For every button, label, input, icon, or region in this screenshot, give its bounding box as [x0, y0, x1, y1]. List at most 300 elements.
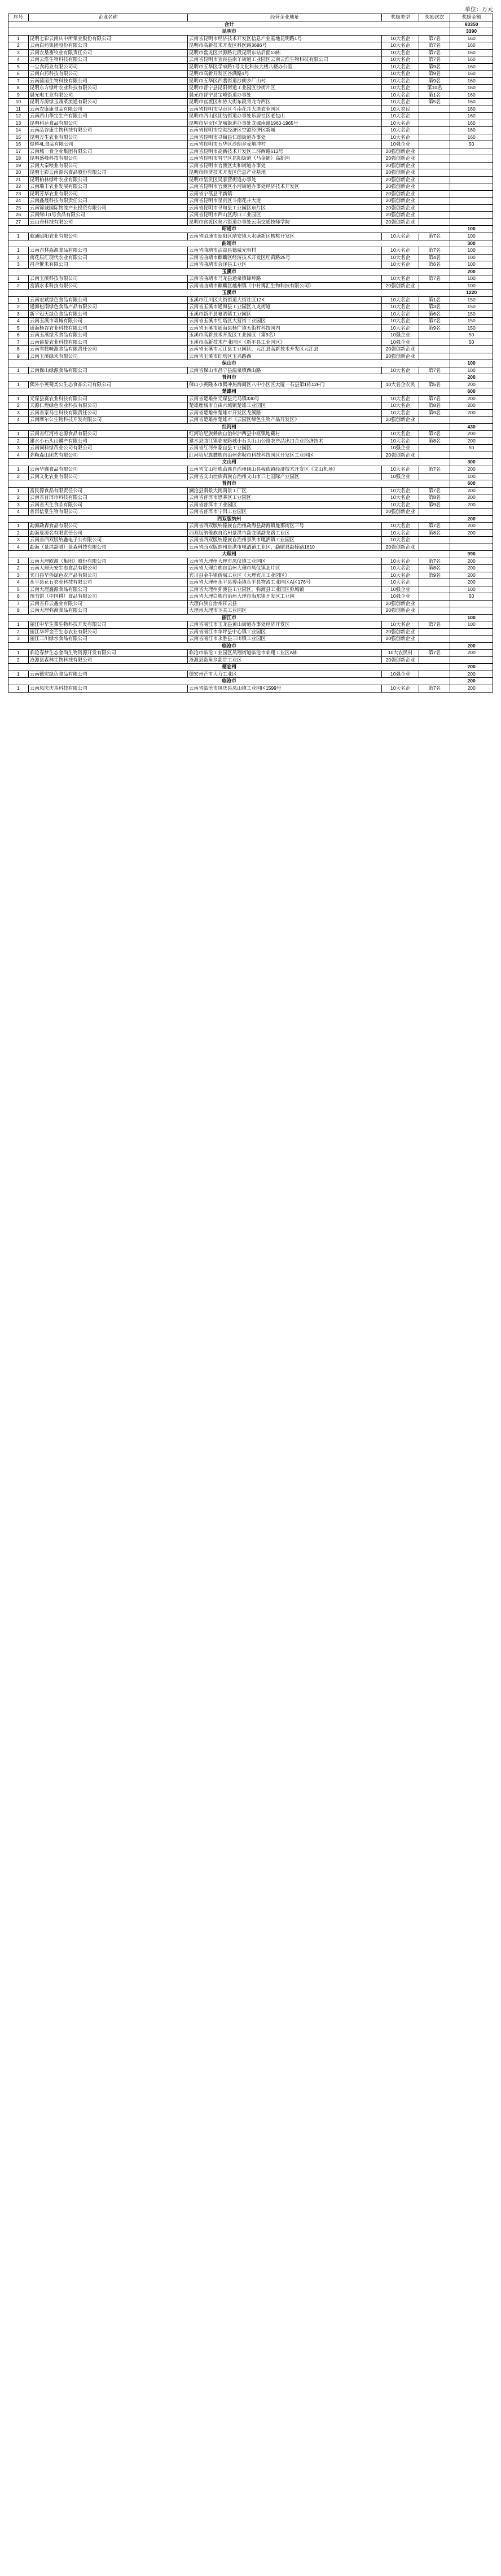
table-row: [8, 650, 493, 657]
region-row: [8, 268, 493, 275]
row-index: 14: [8, 127, 29, 134]
row-award-times: [419, 339, 450, 346]
row-award-amount: [450, 544, 493, 551]
row-award-times: [419, 332, 450, 339]
row-award-amount: 200: [450, 671, 493, 678]
row-company-name: 云南玉溪绿禾食品有限公司: [28, 332, 187, 339]
row-company-name: 勐海（景洪勐腊）景森科技有限公司: [28, 544, 187, 551]
table-row: [8, 63, 493, 71]
row-company-address: 云南省丽江市华坪县中心镇工业园区: [187, 628, 381, 636]
table-row: [8, 332, 493, 339]
row-award-type: 10强企业: [382, 473, 419, 480]
row-award-amount: 200: [450, 437, 493, 445]
row-index: 24: [8, 198, 29, 205]
row-award-type: 10大名企: [382, 402, 419, 410]
row-award-type: 20强创新企业: [382, 509, 419, 516]
table-row: [8, 572, 493, 579]
row-award-times: [419, 353, 450, 360]
row-company-name: 云南酱帮农业科技有限公司: [28, 339, 187, 346]
region-name: 昭通市: [8, 226, 450, 233]
row-index: 5: [8, 325, 29, 332]
row-index: 2: [8, 473, 29, 480]
row-index: 1: [8, 685, 29, 692]
row-award-amount: 200: [450, 395, 493, 402]
table-row: [8, 296, 493, 304]
table-row: [8, 275, 493, 283]
row-award-type: 10大名企: [382, 233, 419, 240]
row-award-type: 10强企业: [382, 586, 419, 593]
row-company-address: 云南省昭通市昭阳区靖安镇大水塘新区核桃开发区: [187, 233, 381, 240]
row-award-amount: [450, 509, 493, 516]
row-award-times: [419, 656, 450, 664]
row-company-name: 云南玉溪市森城有限公司: [28, 318, 187, 325]
region-row: [8, 480, 493, 488]
region-name: 文山州: [8, 459, 450, 466]
row-company-address: 晨光市晋宁县宝峰街道办事处: [187, 91, 381, 99]
row-award-amount: 100: [450, 233, 493, 240]
row-company-address: 云南省红河州蒙自县工业园区: [187, 445, 381, 452]
row-award-amount: 150: [450, 304, 493, 311]
table-row: [8, 233, 493, 240]
row-company-address: 云南省大理州弥渡县工业园区，弥渡县工业园区弥城镇: [187, 586, 381, 593]
row-index: 1: [8, 296, 29, 304]
table-body: [8, 21, 493, 692]
row-company-name: 云南华鑫食品有限公司: [28, 466, 187, 474]
row-award-type: 10大名企: [382, 113, 419, 120]
row-award-type: 10大名企: [382, 318, 419, 325]
row-award-amount: 200: [450, 402, 493, 410]
row-company-address: 昆明市官渡区和协大街东段青龙寺西区: [187, 99, 381, 106]
row-company-address: 云南省西双版纳傣族自治州勐海县勐海镇曼那街区三号: [187, 523, 381, 530]
row-award-amount: 160: [450, 120, 493, 127]
row-award-type: 20强创新企业: [382, 282, 419, 290]
row-company-name: 云南瑞丰农业发展有限公司: [28, 183, 187, 191]
row-index: 2: [8, 656, 29, 664]
row-award-type: 10大名企: [382, 494, 419, 502]
row-index: 11: [8, 106, 29, 113]
row-index: 7: [8, 339, 29, 346]
row-index: 5: [8, 586, 29, 593]
region-row: [8, 290, 493, 297]
table-row: [8, 367, 493, 374]
region-row: [8, 551, 493, 558]
row-award-amount: 160: [450, 99, 493, 106]
row-company-address: 云南省昆明市官渡区小河街道办事处经济技术开发区: [187, 183, 381, 191]
row-index: 13: [8, 120, 29, 127]
table-row: [8, 35, 493, 42]
row-index: 3: [8, 445, 29, 452]
row-company-name: 云南大秦粮业有限公司: [28, 162, 187, 169]
row-award-type: 20强创新企业: [382, 204, 419, 212]
row-index: 2: [8, 437, 29, 445]
row-award-times: [419, 509, 450, 516]
row-award-type: 10强企业: [382, 339, 419, 346]
total-row: [8, 21, 493, 28]
row-company-name: 丽江中华生菜生物科技开发有限公司: [28, 621, 187, 629]
row-award-type: 10强企业: [382, 332, 419, 339]
row-award-type: 10大名企农民: [382, 381, 419, 388]
row-award-times: [419, 282, 450, 290]
table-row: [8, 42, 493, 50]
row-company-name: 云南品谷康生物科技有限公司: [28, 127, 187, 134]
row-award-amount: 160: [450, 85, 493, 92]
row-company-name: 昆明芳华农业有限公司: [28, 190, 187, 198]
document-page: [0, 0, 501, 693]
row-index: 2: [8, 304, 29, 311]
row-award-amount: 160: [450, 42, 493, 50]
row-award-amount: 200: [450, 523, 493, 530]
row-company-address: 云南省曲靖市麒麟区越州镇《中村博汇生物科技有限公司》: [187, 282, 381, 290]
row-award-type: 10大名企: [382, 49, 419, 56]
row-award-times: [419, 162, 450, 169]
row-award-amount: 200: [450, 558, 493, 565]
row-index: 4: [8, 56, 29, 64]
row-index: 1: [8, 275, 29, 283]
row-index: 1: [8, 233, 29, 240]
row-award-type: 10大名企: [382, 409, 419, 417]
row-award-type: 10大名企: [382, 437, 419, 445]
row-award-type: 10大名企: [382, 565, 419, 572]
row-company-name: 宾川县华侨绿色农产品有限公司: [28, 572, 187, 579]
row-award-times: 第7名: [419, 318, 450, 325]
table-row: [8, 346, 493, 353]
row-company-name: 永平县花石农业科技有限公司: [28, 579, 187, 586]
row-award-amount: 100: [450, 367, 493, 374]
region-amount: 100: [450, 226, 493, 233]
row-award-amount: [450, 607, 493, 615]
row-award-amount: [450, 218, 493, 226]
row-award-times: [419, 636, 450, 643]
row-award-times: 第8名: [419, 402, 450, 410]
row-award-type: 10大名企: [382, 42, 419, 50]
row-index: 1: [8, 558, 29, 565]
row-award-amount: [450, 162, 493, 169]
row-award-type: 10强企业: [382, 593, 419, 601]
row-company-address: 澜沧县南景大街南景工厂区: [187, 487, 381, 494]
region-amount: 100: [450, 614, 493, 621]
row-index: 12: [8, 113, 29, 120]
row-company-address: 玉溪市高新技术开发区工业园区（第9名）: [187, 332, 381, 339]
row-award-times: [419, 593, 450, 601]
row-company-address: 红河哈尼族彝族自治州泸西县中枢镇地藏村: [187, 431, 381, 438]
table-row: [8, 106, 493, 113]
row-award-times: 第8名: [419, 494, 450, 502]
table-row: [8, 91, 493, 99]
row-award-times: 第7名: [419, 558, 450, 565]
row-award-amount: 160: [450, 106, 493, 113]
row-award-type: 20强创新企业: [382, 169, 419, 177]
row-award-amount: 50: [450, 593, 493, 601]
row-company-address: 云南省曲靖市麒麟区经济技术开发区红苗路25号: [187, 254, 381, 261]
row-company-address: 云南省昆明市呈贡区斗南花卉大道: [187, 198, 381, 205]
table-row: [8, 402, 493, 410]
row-award-times: 第9名: [419, 572, 450, 579]
table-row: [8, 501, 493, 509]
row-award-times: 第9名: [419, 71, 450, 78]
row-award-type: 20强创新企业: [382, 607, 419, 615]
table-row: [8, 183, 493, 191]
table-row: [8, 99, 493, 106]
table-row: [8, 621, 493, 629]
row-award-times: [419, 452, 450, 459]
row-award-times: 第10名: [419, 85, 450, 92]
row-company-address: 昆明市西山区团结街道办事处乐居社区老包山: [187, 113, 381, 120]
row-award-amount: [450, 155, 493, 163]
row-company-address: 云南省普洱市思茅区工业园区: [187, 494, 381, 502]
region-amount: 600: [450, 388, 493, 396]
row-company-name: 云南省祥云鑫业有限公司: [28, 600, 187, 607]
table-row: [8, 85, 493, 92]
row-company-address: 昆明市五华区学府路1号文化科技大楼八楼办公室: [187, 63, 381, 71]
row-award-times: 第7名: [419, 650, 450, 657]
table-row: [8, 204, 493, 212]
row-company-name: 云南摩尔公生物科技开发有限公司: [28, 417, 187, 424]
row-award-amount: 200: [450, 431, 493, 438]
region-amount: 200: [450, 642, 493, 650]
row-index: 2: [8, 282, 29, 290]
row-award-type: 10大名企: [382, 63, 419, 71]
table-row: [8, 162, 493, 169]
row-company-address: 楚雄鹿城市自由六城镇楚雄工业园区: [187, 402, 381, 410]
table-row: [8, 339, 493, 346]
row-award-times: 第8名: [419, 437, 450, 445]
row-award-amount: [450, 628, 493, 636]
table-row: [8, 176, 493, 183]
row-company-name: 弥勒森山团艺有限公司: [28, 452, 187, 459]
table-row: [8, 417, 493, 424]
row-index: 1: [8, 35, 29, 42]
region-amount: 200: [450, 515, 493, 523]
row-award-amount: 150: [450, 325, 493, 332]
row-company-address: 玉溪市新平县戛洒镇工业园区: [187, 310, 381, 318]
row-award-type: 10强企业: [382, 141, 419, 148]
row-award-type: 10大名企: [382, 325, 419, 332]
row-award-times: [419, 218, 450, 226]
row-award-amount: [450, 346, 493, 353]
row-company-address: 云南省昆明市宜良县南羊街道工业园区云南云淮生物科技有限公司: [187, 56, 381, 64]
table-row: [8, 77, 493, 85]
region-row: [8, 360, 493, 367]
row-company-name: 临沧春梦生态金尚生物资源开发有限公司: [28, 650, 187, 657]
table-row: [8, 558, 493, 565]
row-company-address: 大理白族自治州祥云县: [187, 600, 381, 607]
row-index: 17: [8, 148, 29, 155]
row-award-times: 第8名: [419, 565, 450, 572]
row-award-amount: 50: [450, 332, 493, 339]
table-row: [8, 71, 493, 78]
row-index: 1: [8, 523, 29, 530]
row-company-name: 云南保山绿源食品有限公司: [28, 367, 187, 374]
row-award-type: 20强创新企业: [382, 346, 419, 353]
row-award-type: 10大农民: [382, 106, 419, 113]
row-award-type: 10大名企: [382, 529, 419, 537]
row-company-address: 云南省曲靖市沾益县德威光明村: [187, 247, 381, 255]
row-award-amount: 100: [450, 621, 493, 629]
row-award-type: 10大名企: [382, 56, 419, 64]
row-award-times: 第7名: [419, 275, 450, 283]
row-index: 1: [8, 367, 29, 374]
row-company-name: 云南菌菌生物科技有限公司: [28, 77, 187, 85]
row-award-type: 20强创新企业: [382, 656, 419, 664]
row-company-name: 勐海勐森食品有限公司: [28, 523, 187, 530]
row-company-name: 云南省普洱市科技有限公司: [28, 494, 187, 502]
row-index: 2: [8, 402, 29, 410]
row-award-amount: 200: [450, 381, 493, 388]
row-company-name: 通海杨谷农业科技有限公司: [28, 325, 187, 332]
row-company-address: 昆明市呈贡区吴家营街道办事处: [187, 176, 381, 183]
row-index: 1: [8, 395, 29, 402]
table-row: [8, 169, 493, 177]
row-award-times: 第9名: [419, 77, 450, 85]
row-award-amount: 200: [450, 685, 493, 692]
col-award-type: 奖励类型: [382, 14, 419, 21]
region-amount: 300: [450, 240, 493, 247]
row-company-address: 云南省玉溪市红塔区大营街工业园区: [187, 318, 381, 325]
row-company-name: 沧源县森林生物科技有限公司: [28, 656, 187, 664]
table-row: [8, 487, 493, 494]
region-row: [8, 642, 493, 650]
table-row: [8, 148, 493, 155]
row-company-name: 云南德宏绿色食品有限公司: [28, 671, 187, 678]
row-award-amount: [450, 212, 493, 219]
region-row: [8, 423, 493, 431]
row-award-type: 10大名企: [382, 501, 419, 509]
row-index: 3: [8, 572, 29, 579]
row-award-amount: [450, 600, 493, 607]
row-award-type: 20强创新企业: [382, 452, 419, 459]
row-award-amount: [450, 417, 493, 424]
row-award-amount: 160: [450, 49, 493, 56]
table-row: [8, 607, 493, 615]
table-header: [8, 14, 493, 21]
table-row: [8, 127, 493, 134]
region-row: [8, 515, 493, 523]
row-index: 8: [8, 346, 29, 353]
row-index: 9: [8, 353, 29, 360]
row-company-name: 云南城一食企业集团有限公司: [28, 148, 187, 155]
row-company-name: 云南农康康食品有限公司: [28, 106, 187, 113]
table-row: [8, 586, 493, 593]
row-award-type: 10大名企: [382, 487, 419, 494]
region-row: [8, 28, 493, 36]
row-award-type: 10大名企: [382, 395, 419, 402]
table-row: [8, 318, 493, 325]
row-index: 4: [8, 452, 29, 459]
table-row: [8, 190, 493, 198]
region-name: 临沧市: [8, 642, 450, 650]
row-award-amount: 50: [450, 445, 493, 452]
row-award-type: 10大名企: [382, 579, 419, 586]
row-index: 22: [8, 183, 29, 191]
row-company-name: 云南大理鑫源食品有限公司: [28, 586, 187, 593]
row-award-type: 20强创新企业: [382, 218, 419, 226]
row-award-amount: 160: [450, 56, 493, 64]
row-company-address: 云南省昆明市寻甸县工业园区东片区: [187, 204, 381, 212]
row-index: 3: [8, 310, 29, 318]
row-award-times: [419, 106, 450, 113]
table-row: [8, 409, 493, 417]
row-award-type: 20强创新企业: [382, 544, 419, 551]
col-award-amount: 奖励金额: [450, 14, 493, 21]
row-company-name: 南花辰汇现代农业有限公司: [28, 254, 187, 261]
region-name: 红河州: [8, 423, 450, 431]
row-index: 4: [8, 318, 29, 325]
row-company-address: 云南省大理州永平县博南镇永平县物流工业园区A区176号: [187, 579, 381, 586]
row-company-name: 云南大理弥渡食品有限公司: [28, 607, 187, 615]
row-company-address: 云南省昆明市官渡区太和街道办事处: [187, 162, 381, 169]
table-row: [8, 134, 493, 141]
row-award-type: 10大名企: [382, 685, 419, 692]
row-company-name: 云南西山华宝生产有限公司: [28, 113, 187, 120]
region-amount: 200: [450, 268, 493, 275]
row-award-times: [419, 671, 450, 678]
row-award-amount: [450, 176, 493, 183]
row-award-times: [419, 127, 450, 134]
row-company-address: 云南省玉溪市元江县工业园区，元江县高新技术开发区元江县: [187, 346, 381, 353]
row-award-amount: 200: [450, 409, 493, 417]
row-award-type: 10大名企: [382, 304, 419, 311]
table-row: [8, 593, 493, 601]
region-row: [8, 374, 493, 382]
row-company-address: 云南省楚雄州元谋县元马镇330号: [187, 395, 381, 402]
row-award-amount: 100: [450, 261, 493, 269]
row-award-times: [419, 537, 450, 544]
row-company-address: 云南省大理州大理市凤仪镇工业园区: [187, 558, 381, 565]
row-index: 1: [8, 650, 29, 657]
row-award-type: 10大名企: [382, 523, 419, 530]
row-award-times: [419, 120, 450, 127]
row-award-times: 第7名: [419, 367, 450, 374]
row-company-name: 元谋县赛农业科技有限公司: [28, 395, 187, 402]
row-company-address: 保山小英隆本市腾冲热海商区八中小区区大厦一石县第1栋12F门: [187, 381, 381, 388]
table-row: [8, 247, 493, 255]
row-award-type: 10强企业: [382, 445, 419, 452]
region-row: [8, 388, 493, 396]
row-index: 1: [8, 466, 29, 474]
row-award-amount: 100: [450, 247, 493, 255]
row-index: 2: [8, 494, 29, 502]
row-index: 3: [8, 409, 29, 417]
table-row: [8, 544, 493, 551]
row-award-type: 20强创新企业: [382, 183, 419, 191]
row-company-name: 昌合繁米有限公司: [28, 261, 187, 269]
table-row: [8, 218, 493, 226]
region-name: 大理州: [8, 551, 450, 558]
table-row: [8, 600, 493, 607]
row-index: 8: [8, 85, 29, 92]
row-award-times: [419, 607, 450, 615]
row-award-times: [419, 155, 450, 163]
table-row: [8, 529, 493, 537]
region-amount: 200: [450, 664, 493, 671]
row-company-address: 昆明市呈贡区龙城街道办事处龙城南路1960-1965号: [187, 120, 381, 127]
row-award-type: 10大名企: [382, 367, 419, 374]
row-company-name: 普洱信堂生物有限公司: [28, 509, 187, 516]
row-company-address: 云南省玉溪市通海县杨广镇五街村科技园内: [187, 325, 381, 332]
row-company-address: 云南省文山壮族苗族自治州砚山县稼依镇经济技术开发区《文山机场》: [187, 466, 381, 474]
row-award-amount: [450, 353, 493, 360]
table-row: [8, 198, 493, 205]
row-index: 21: [8, 176, 29, 183]
row-award-type: 20强创新企业: [382, 155, 419, 163]
row-index: 7: [8, 600, 29, 607]
row-index: 3: [8, 537, 29, 544]
row-award-amount: 100: [450, 275, 493, 283]
row-award-amount: 50: [450, 141, 493, 148]
row-award-times: [419, 628, 450, 636]
row-company-address: 云南省曲靖市马龙县通泉镇锦坤路: [187, 275, 381, 283]
region-name: 普洱市: [8, 480, 450, 488]
